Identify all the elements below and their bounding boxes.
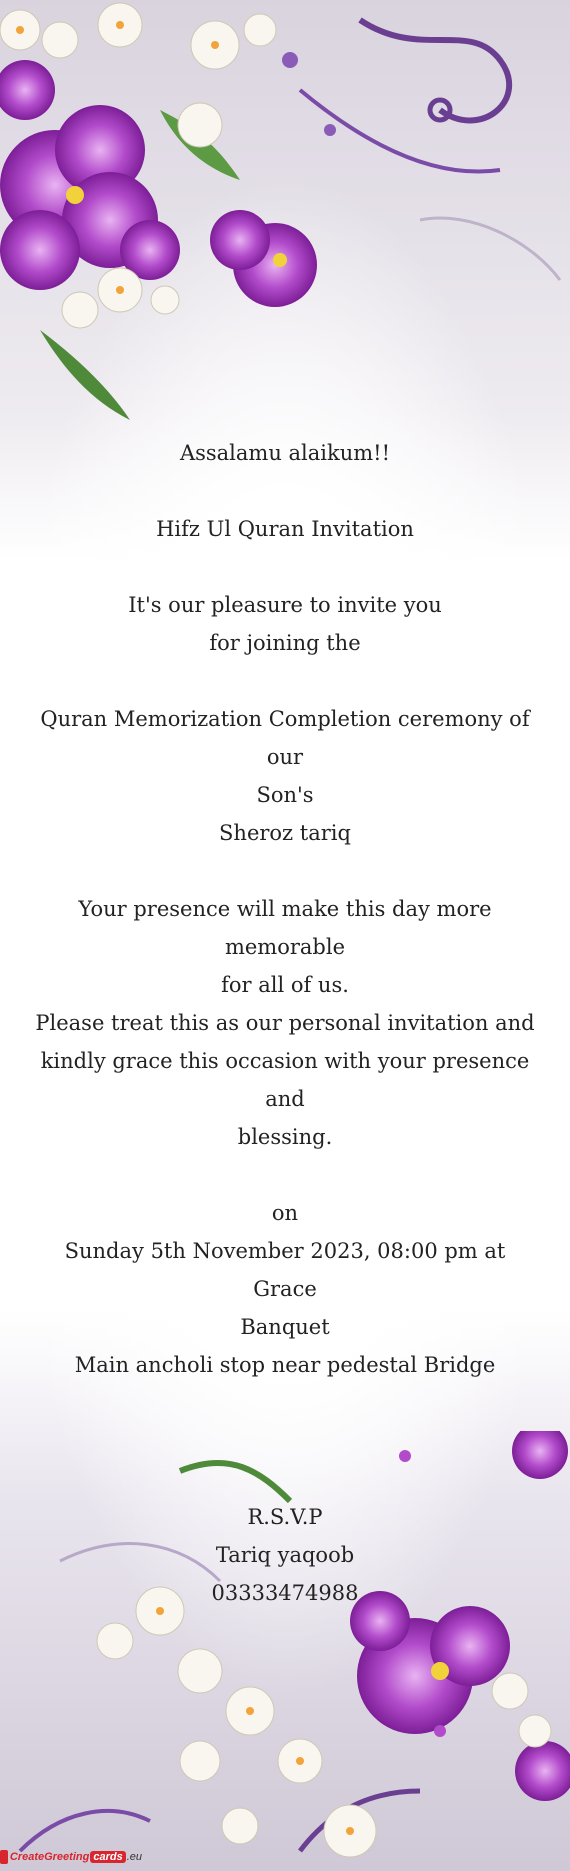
ceremony-line-2: Son's [256,783,314,807]
treat-line-3: blessing. [237,1125,333,1149]
invite-line-1: It's our pleasure to invite you [128,593,442,617]
brand-watermark[interactable] [0,1845,142,1869]
invitation-text [30,434,540,1612]
gift-icon [0,1850,8,1864]
ceremony-line-1: Quran Memorization Completion ceremony of our [40,707,530,769]
date-line-1: Sunday 5th November 2023, 08:00 pm at Grace [64,1239,506,1301]
brand-part-3: .eu [126,1851,142,1863]
treat-line-2: kindly grace this occasion with your presence and [40,1049,530,1111]
treat-line-1: Please treat this as our personal invitation and [35,1011,535,1035]
top-floral-decoration [0,0,570,440]
invitation-title: Hifz Ul Quran Invitation [156,517,414,541]
invite-line-2: for joining the [209,631,361,655]
ceremony-name: Sheroz tariq [219,821,351,845]
purple-flower-medium [210,210,317,307]
rsvp-label: R.S.V.P [247,1505,323,1529]
presence-line-2: for all of us. [221,973,349,997]
on-label: on [271,1201,299,1225]
rsvp-name: Tariq yaqoob [215,1543,355,1567]
brand-part-1: CreateGreeting [9,1851,90,1863]
brand-part-2: cards [90,1851,125,1863]
date-line-2: Banquet [240,1315,330,1339]
greeting: Assalamu alaikum!! [179,441,391,465]
rsvp-phone: 03333474988 [211,1581,359,1605]
presence-line-1: Your presence will make this day more memorable [78,897,492,959]
venue: Main ancholi stop near pedestal Bridge [74,1353,496,1377]
